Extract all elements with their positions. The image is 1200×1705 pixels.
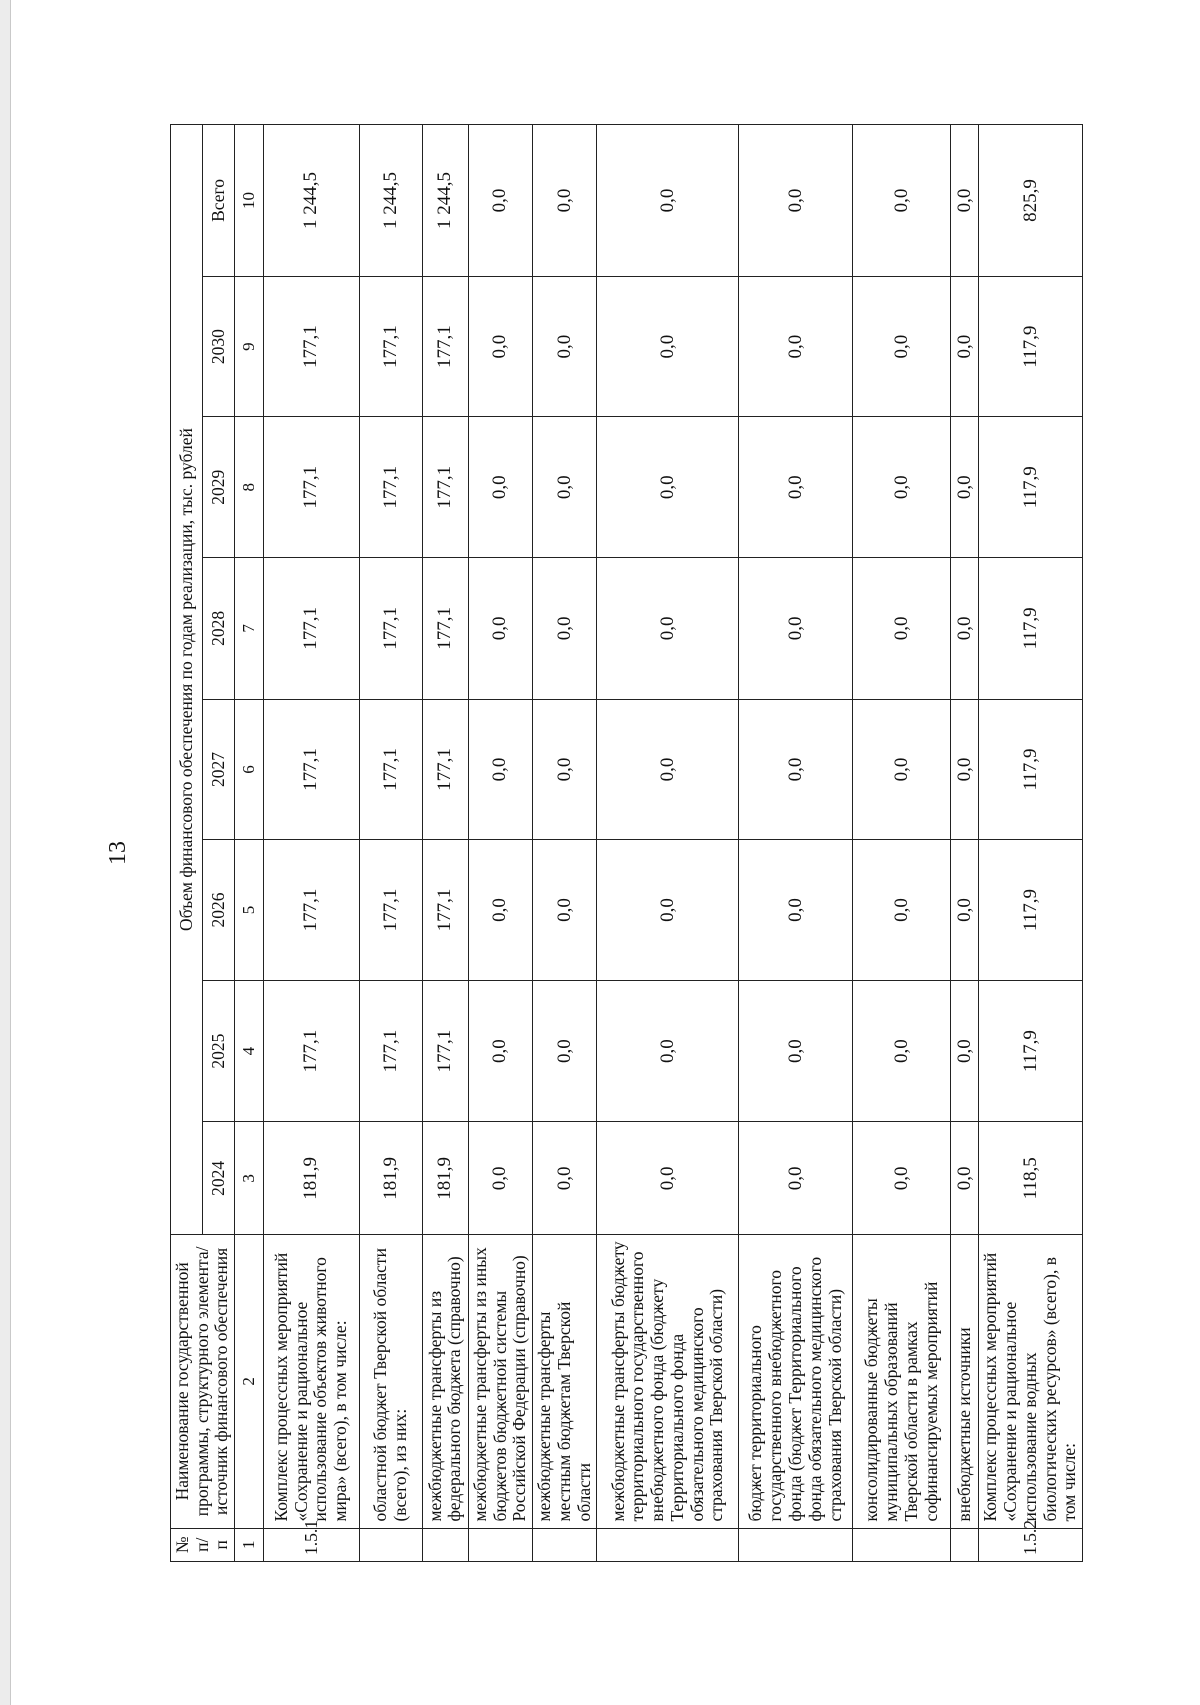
header-year: 2029 <box>202 417 234 558</box>
column-number-row <box>234 125 263 1562</box>
row-year-value: 0,0 <box>597 276 739 417</box>
table-row <box>468 125 532 1562</box>
row-year-value: 0,0 <box>597 699 739 840</box>
row-name: бюджет территориального государственного внебюджетного фонда (бюджет Территориального фонда обязательного медицинского страхования Тверской области) <box>739 1235 853 1528</box>
row-name: межбюджетные трансферты местным бюджетам Тверской области <box>533 1235 597 1528</box>
row-year-value: 177,1 <box>422 417 468 558</box>
table-row <box>597 125 739 1562</box>
column-number: 4 <box>234 980 263 1122</box>
row-year-value: 177,1 <box>359 980 422 1122</box>
row-number <box>597 1528 739 1561</box>
column-number: 2 <box>234 1235 263 1528</box>
row-number <box>739 1528 853 1561</box>
row-year-value: 181,9 <box>263 1122 359 1235</box>
header-num: № п/п <box>171 1528 235 1561</box>
budget-table <box>170 124 1083 1562</box>
row-name: Комплекс процессных мероприятий «Сохранение и рациональное использование объектов животного мира» (всего), в том числе: <box>263 1235 359 1528</box>
row-year-value: 0,0 <box>468 699 532 840</box>
column-number: 6 <box>234 699 263 840</box>
row-year-value: 0,0 <box>739 417 853 558</box>
row-year-value: 117,9 <box>979 558 1083 700</box>
row-year-value: 0,0 <box>597 558 739 700</box>
row-year-value: 177,1 <box>263 417 359 558</box>
row-number <box>853 1528 951 1561</box>
row-year-value: 0,0 <box>468 980 532 1122</box>
row-year-value: 177,1 <box>359 417 422 558</box>
row-year-value: 0,0 <box>533 699 597 840</box>
row-number <box>468 1528 532 1561</box>
row-number <box>359 1528 422 1561</box>
row-total-value: 1 244,5 <box>263 125 359 277</box>
row-year-value: 177,1 <box>359 699 422 840</box>
row-total-value: 1 244,5 <box>359 125 422 277</box>
header-total: Всего <box>202 125 234 277</box>
row-year-value: 0,0 <box>468 558 532 700</box>
table-row <box>739 125 853 1562</box>
row-year-value: 117,9 <box>979 840 1083 981</box>
row-year-value: 177,1 <box>359 276 422 417</box>
table-row <box>853 125 951 1562</box>
column-number: 9 <box>234 276 263 417</box>
row-name: Комплекс процессных мероприятий «Сохранение и рациональное использование водных биологических ресурсов» (всего), в том числе: <box>979 1235 1083 1528</box>
row-name: межбюджетные трансферты бюджету территориального государственного внебюджетного фонда (бюджету Территориального фонда обязательного медицинского страхования Тверской области) <box>597 1235 739 1528</box>
row-year-value: 0,0 <box>739 276 853 417</box>
row-year-value: 0,0 <box>533 276 597 417</box>
row-year-value: 181,9 <box>422 1122 468 1235</box>
row-year-value: 177,1 <box>422 558 468 700</box>
column-number: 7 <box>234 558 263 700</box>
row-total-value: 0,0 <box>853 125 951 277</box>
row-year-value: 0,0 <box>468 1122 532 1235</box>
row-number: 1.5.1 <box>263 1528 359 1561</box>
row-total-value: 1 244,5 <box>422 125 468 277</box>
row-number <box>533 1528 597 1561</box>
header-year: 2027 <box>202 699 234 840</box>
row-year-value: 177,1 <box>422 276 468 417</box>
row-year-value: 118,5 <box>979 1122 1083 1235</box>
row-number <box>951 1528 979 1561</box>
rotated-table-container <box>170 124 1090 1562</box>
row-year-value: 117,9 <box>979 276 1083 417</box>
row-total-value: 0,0 <box>468 125 532 277</box>
column-number: 5 <box>234 840 263 981</box>
page-number: 13 <box>105 841 131 865</box>
row-total-value: 0,0 <box>951 125 979 277</box>
row-year-value: 0,0 <box>853 558 951 700</box>
table-body <box>263 125 1082 1562</box>
table-row <box>263 125 359 1562</box>
row-year-value: 0,0 <box>951 980 979 1122</box>
row-year-value: 0,0 <box>951 699 979 840</box>
scan-edge <box>0 0 11 1705</box>
row-year-value: 0,0 <box>739 699 853 840</box>
row-year-value: 0,0 <box>951 276 979 417</box>
row-year-value: 0,0 <box>533 417 597 558</box>
row-year-value: 117,9 <box>979 417 1083 558</box>
row-year-value: 0,0 <box>597 840 739 981</box>
header-year: 2026 <box>202 840 234 981</box>
row-year-value: 0,0 <box>597 980 739 1122</box>
row-year-value: 177,1 <box>422 980 468 1122</box>
header-year: 2024 <box>202 1122 234 1235</box>
table-row <box>979 125 1083 1562</box>
row-year-value: 0,0 <box>853 980 951 1122</box>
table-row <box>422 125 468 1562</box>
row-year-value: 0,0 <box>468 840 532 981</box>
row-year-value: 0,0 <box>951 1122 979 1235</box>
row-year-value: 0,0 <box>951 840 979 981</box>
header-year: 2030 <box>202 276 234 417</box>
row-year-value: 0,0 <box>853 699 951 840</box>
column-number: 10 <box>234 125 263 277</box>
column-number: 8 <box>234 417 263 558</box>
row-year-value: 177,1 <box>422 840 468 981</box>
row-year-value: 117,9 <box>979 699 1083 840</box>
row-number <box>422 1528 468 1561</box>
row-name: внебюджетные источники <box>951 1235 979 1528</box>
row-name: консолидированные бюджеты муниципальных образований Тверской области в рамках софинансируемых мероприятий <box>853 1235 951 1528</box>
row-year-value: 177,1 <box>359 840 422 981</box>
row-year-value: 0,0 <box>468 417 532 558</box>
row-year-value: 177,1 <box>359 558 422 700</box>
row-year-value: 0,0 <box>853 417 951 558</box>
row-year-value: 177,1 <box>263 840 359 981</box>
row-year-value: 0,0 <box>739 1122 853 1235</box>
row-year-value: 117,9 <box>979 980 1083 1122</box>
table-row <box>533 125 597 1562</box>
row-year-value: 177,1 <box>263 980 359 1122</box>
row-year-value: 0,0 <box>739 840 853 981</box>
header-name: Наименование государственной программы, структурного элемента/источник финансового обеспечения <box>171 1235 235 1528</box>
row-year-value: 0,0 <box>853 1122 951 1235</box>
row-total-value: 0,0 <box>739 125 853 277</box>
table-row <box>951 125 979 1562</box>
row-total-value: 0,0 <box>597 125 739 277</box>
column-number: 1 <box>234 1528 263 1561</box>
row-name: межбюджетные трансферты из иных бюджетов бюджетной системы Российской Федерации (справочно) <box>468 1235 532 1528</box>
row-year-value: 177,1 <box>422 699 468 840</box>
row-year-value: 0,0 <box>533 1122 597 1235</box>
row-year-value: 177,1 <box>263 276 359 417</box>
header-row-1 <box>171 125 203 1562</box>
row-year-value: 177,1 <box>263 699 359 840</box>
row-number: 1.5.2 <box>979 1528 1083 1561</box>
row-year-value: 0,0 <box>597 1122 739 1235</box>
row-year-value: 0,0 <box>533 558 597 700</box>
row-year-value: 0,0 <box>853 840 951 981</box>
row-year-value: 0,0 <box>597 417 739 558</box>
row-year-value: 181,9 <box>359 1122 422 1235</box>
header-year: 2025 <box>202 980 234 1122</box>
table-row <box>359 125 422 1562</box>
row-year-value: 0,0 <box>739 980 853 1122</box>
row-year-value: 0,0 <box>468 276 532 417</box>
row-year-value: 0,0 <box>739 558 853 700</box>
header-year: 2028 <box>202 558 234 700</box>
row-year-value: 0,0 <box>951 417 979 558</box>
header-funding-group: Объем финансового обеспечения по годам реализации, тыс. рублей <box>171 125 203 1235</box>
row-year-value: 0,0 <box>853 276 951 417</box>
row-year-value: 0,0 <box>951 558 979 700</box>
row-year-value: 0,0 <box>533 840 597 981</box>
row-name: межбюджетные трансферты из федерального бюджета (справочно) <box>422 1235 468 1528</box>
column-number: 3 <box>234 1122 263 1235</box>
row-year-value: 0,0 <box>533 980 597 1122</box>
row-name: областной бюджет Тверской области (всего), из них: <box>359 1235 422 1528</box>
row-total-value: 825,9 <box>979 125 1083 277</box>
row-total-value: 0,0 <box>533 125 597 277</box>
row-year-value: 177,1 <box>263 558 359 700</box>
